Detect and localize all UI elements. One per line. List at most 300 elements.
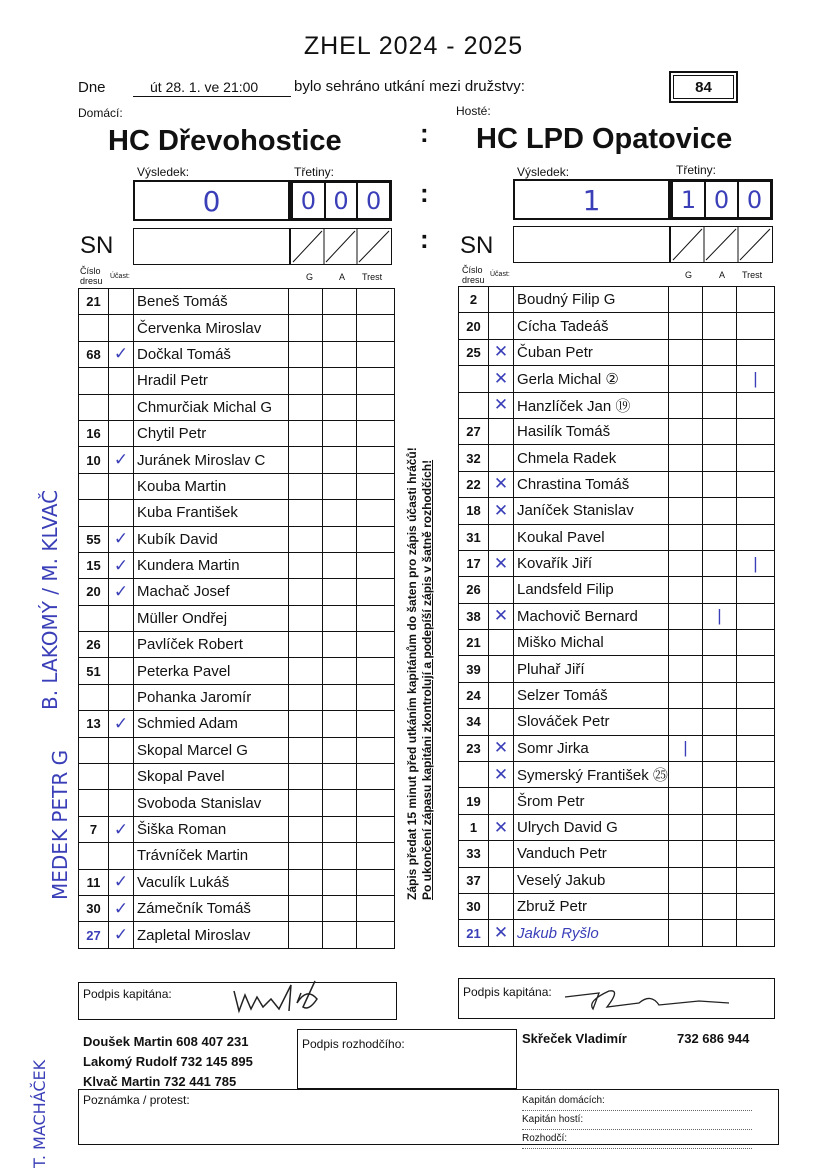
home-goals-cell[interactable]: [289, 315, 323, 341]
home-penalty-cell[interactable]: [357, 711, 395, 737]
referee-phone: 732 686 944: [677, 1031, 750, 1046]
away-player-number[interactable]: 23: [459, 735, 489, 761]
away-participation-mark[interactable]: [489, 445, 514, 471]
home-goals-cell[interactable]: [289, 420, 323, 446]
home-penalty-cell[interactable]: [357, 764, 395, 790]
home-player-number[interactable]: 30: [79, 895, 109, 921]
home-assists-cell[interactable]: [323, 843, 357, 869]
away-player-number[interactable]: 18: [459, 498, 489, 524]
home-assists-cell[interactable]: [323, 737, 357, 763]
home-assists-cell[interactable]: [323, 816, 357, 842]
match-number-box: [669, 71, 738, 103]
away-participation-mark[interactable]: ✕: [489, 550, 514, 576]
home-player-number[interactable]: 26: [79, 632, 109, 658]
away-player-name: Symerský František ㉕: [514, 762, 669, 788]
away-participation-mark[interactable]: ✕: [489, 762, 514, 788]
home-goals-cell[interactable]: [289, 552, 323, 578]
away-player-name: Kovařík Jiří: [514, 550, 669, 576]
home-player-number[interactable]: 15: [79, 552, 109, 578]
away-player-name: Koukal Pavel: [514, 524, 669, 550]
away-goals-cell[interactable]: [669, 788, 703, 814]
away-penalty-cell[interactable]: [737, 630, 775, 656]
away-goals-cell[interactable]: [669, 339, 703, 365]
home-player-name: Skopal Marcel G: [134, 737, 289, 763]
home-periods-box: [290, 180, 392, 221]
away-assists-cell[interactable]: [703, 418, 737, 444]
home-assists-cell[interactable]: [323, 632, 357, 658]
home-player-number[interactable]: [79, 790, 109, 816]
away-penalty-cell[interactable]: [737, 603, 775, 629]
home-penalty-cell[interactable]: [357, 816, 395, 842]
away-player-number[interactable]: 27: [459, 418, 489, 444]
referee-sign-box[interactable]: [297, 1029, 517, 1089]
away-participation-mark[interactable]: ✕: [489, 339, 514, 365]
away-player-number[interactable]: 38: [459, 603, 489, 629]
home-player-number[interactable]: 13: [79, 711, 109, 737]
away-penalty-cell[interactable]: |: [737, 550, 775, 576]
away-player-number[interactable]: [459, 366, 489, 392]
away-assists-cell[interactable]: [703, 313, 737, 339]
note-protest-box[interactable]: [78, 1089, 779, 1145]
home-penalty-cell[interactable]: [357, 394, 395, 420]
home-player-number[interactable]: 7: [79, 816, 109, 842]
home-penalty-cell[interactable]: [357, 368, 395, 394]
away-participation-mark[interactable]: ✕: [489, 471, 514, 497]
home-penalty-cell[interactable]: [357, 869, 395, 895]
away-penalty-cell[interactable]: [737, 709, 775, 735]
away-goals-cell[interactable]: [669, 498, 703, 524]
home-assists-cell[interactable]: [323, 922, 357, 948]
home-player-number[interactable]: [79, 394, 109, 420]
away-assists-cell[interactable]: [703, 841, 737, 867]
home-goals-cell[interactable]: [289, 341, 323, 367]
home-assists-cell[interactable]: [323, 447, 357, 473]
away-player-number[interactable]: 21: [459, 630, 489, 656]
home-player-name: Šiška Roman: [134, 816, 289, 842]
away-assists-cell[interactable]: [703, 630, 737, 656]
away-goals-cell[interactable]: [669, 313, 703, 339]
home-penalty-cell[interactable]: [357, 315, 395, 341]
away-participation-mark[interactable]: ✕: [489, 920, 514, 946]
home-player-name: Zapletal Miroslav: [134, 922, 289, 948]
home-assists-cell[interactable]: [323, 895, 357, 921]
home-player-number[interactable]: [79, 737, 109, 763]
away-penalty-cell[interactable]: [737, 392, 775, 418]
home-player-number[interactable]: [79, 843, 109, 869]
away-player-name: Zbruž Petr: [514, 893, 669, 919]
away-player-number[interactable]: 19: [459, 788, 489, 814]
away-penalty-cell[interactable]: [737, 445, 775, 471]
home-goals-cell[interactable]: [289, 895, 323, 921]
away-player-row: [459, 418, 775, 444]
away-goals-cell[interactable]: [669, 762, 703, 788]
home-goals-cell[interactable]: [289, 922, 323, 948]
away-goals-cell[interactable]: [669, 366, 703, 392]
away-player-row: [459, 867, 775, 893]
home-goals-cell[interactable]: [289, 737, 323, 763]
away-col-g: G: [685, 270, 693, 280]
away-goals-cell[interactable]: [669, 920, 703, 946]
away-player-name: Miško Michal: [514, 630, 669, 656]
away-player-number[interactable]: [459, 392, 489, 418]
away-assists-cell[interactable]: [703, 788, 737, 814]
away-goals-cell[interactable]: [669, 524, 703, 550]
away-penalty-cell[interactable]: [737, 735, 775, 761]
away-goals-cell[interactable]: [669, 630, 703, 656]
home-player-row: [79, 684, 395, 710]
away-penalty-cell[interactable]: [737, 762, 775, 788]
home-assists-cell[interactable]: [323, 711, 357, 737]
away-goals-cell[interactable]: [669, 287, 703, 313]
home-participation-mark[interactable]: ✓: [109, 922, 134, 948]
away-goals-cell[interactable]: [669, 656, 703, 682]
away-participation-mark[interactable]: [489, 682, 514, 708]
home-participation-mark[interactable]: [109, 420, 134, 446]
away-participation-mark[interactable]: ✕: [489, 366, 514, 392]
away-assists-cell[interactable]: [703, 709, 737, 735]
away-goals-cell[interactable]: [669, 550, 703, 576]
away-player-number[interactable]: 30: [459, 893, 489, 919]
home-player-name: Peterka Pavel: [134, 658, 289, 684]
away-penalty-cell[interactable]: [737, 893, 775, 919]
away-col-participation: Účast:: [490, 271, 510, 278]
away-penalty-cell[interactable]: [737, 656, 775, 682]
away-penalty-cell[interactable]: [737, 920, 775, 946]
home-participation-mark[interactable]: [109, 605, 134, 631]
away-player-name: Hanzlíček Jan ⑲: [514, 392, 669, 418]
home-player-row: [79, 632, 395, 658]
home-participation-mark[interactable]: [109, 843, 134, 869]
home-assists-cell[interactable]: [323, 500, 357, 526]
away-goals-cell[interactable]: [669, 841, 703, 867]
margin-note-2: MEDEK PETR G: [48, 749, 72, 900]
home-goals-cell[interactable]: [289, 605, 323, 631]
home-penalty-cell[interactable]: [357, 289, 395, 315]
home-participation-mark[interactable]: ✓: [109, 869, 134, 895]
away-participation-mark[interactable]: [489, 524, 514, 550]
home-player-number[interactable]: 20: [79, 579, 109, 605]
home-penalty-cell[interactable]: [357, 579, 395, 605]
away-participation-mark[interactable]: [489, 313, 514, 339]
home-participation-mark[interactable]: [109, 473, 134, 499]
away-player-number[interactable]: 21: [459, 920, 489, 946]
home-goals-cell[interactable]: [289, 579, 323, 605]
away-goals-cell[interactable]: [669, 603, 703, 629]
away-player-row: [459, 709, 775, 735]
away-penalty-cell[interactable]: |: [737, 366, 775, 392]
home-assists-cell[interactable]: [323, 790, 357, 816]
away-participation-mark[interactable]: ✕: [489, 392, 514, 418]
away-assists-cell[interactable]: [703, 471, 737, 497]
home-penalty-cell[interactable]: [357, 737, 395, 763]
home-participation-mark[interactable]: ✓: [109, 711, 134, 737]
home-assists-cell[interactable]: [323, 341, 357, 367]
away-penalty-cell[interactable]: [737, 577, 775, 603]
contacts-list: [83, 1032, 253, 1092]
home-penalty-cell[interactable]: [357, 605, 395, 631]
away-player-number[interactable]: 17: [459, 550, 489, 576]
home-goals-cell[interactable]: [289, 500, 323, 526]
away-player-number[interactable]: [459, 762, 489, 788]
away-player-number[interactable]: 2: [459, 287, 489, 313]
home-assists-cell[interactable]: [323, 579, 357, 605]
away-penalty-cell[interactable]: [737, 788, 775, 814]
home-participation-mark[interactable]: [109, 500, 134, 526]
away-penalty-cell[interactable]: [737, 339, 775, 365]
away-result-value: 1: [582, 184, 601, 217]
away-player-name: Pluhař Jiří: [514, 656, 669, 682]
away-player-row: [459, 313, 775, 339]
away-penalty-cell[interactable]: [737, 524, 775, 550]
home-assists-cell[interactable]: [323, 764, 357, 790]
home-penalty-cell[interactable]: [357, 526, 395, 552]
home-player-name: Svoboda Stanislav: [134, 790, 289, 816]
away-participation-mark[interactable]: ✕: [489, 603, 514, 629]
home-player-number[interactable]: 21: [79, 289, 109, 315]
home-goals-cell[interactable]: [289, 764, 323, 790]
home-goals-cell[interactable]: [289, 394, 323, 420]
home-player-name: Červenka Miroslav: [134, 315, 289, 341]
away-participation-mark[interactable]: [489, 709, 514, 735]
home-penalty-cell[interactable]: [357, 658, 395, 684]
home-penalty-cell[interactable]: [357, 632, 395, 658]
home-participation-mark[interactable]: [109, 632, 134, 658]
home-assists-cell[interactable]: [323, 684, 357, 710]
home-player-number[interactable]: 10: [79, 447, 109, 473]
away-player-name: Chmela Radek: [514, 445, 669, 471]
away-assists-cell[interactable]: [703, 762, 737, 788]
home-participation-mark[interactable]: [109, 790, 134, 816]
home-captain-sign-box[interactable]: [78, 982, 397, 1020]
home-player-name: Müller Ondřej: [134, 605, 289, 631]
away-penalty-cell[interactable]: [737, 682, 775, 708]
away-goals-cell[interactable]: |: [669, 735, 703, 761]
home-penalty-cell[interactable]: [357, 473, 395, 499]
home-player-number[interactable]: [79, 764, 109, 790]
away-assists-cell[interactable]: [703, 735, 737, 761]
home-goals-cell[interactable]: [289, 869, 323, 895]
away-participation-mark[interactable]: [489, 656, 514, 682]
away-participation-mark[interactable]: [489, 788, 514, 814]
home-goals-cell[interactable]: [289, 289, 323, 315]
away-player-row: [459, 524, 775, 550]
home-assists-cell[interactable]: [323, 473, 357, 499]
home-participation-mark[interactable]: ✓: [109, 526, 134, 552]
home-player-number[interactable]: 68: [79, 341, 109, 367]
home-penalty-cell[interactable]: [357, 684, 395, 710]
home-participation-mark[interactable]: ✓: [109, 579, 134, 605]
away-participation-mark[interactable]: [489, 893, 514, 919]
away-assists-cell[interactable]: [703, 867, 737, 893]
away-player-row: [459, 339, 775, 365]
away-participation-mark[interactable]: [489, 577, 514, 603]
home-goals-cell[interactable]: [289, 658, 323, 684]
home-goals-cell[interactable]: [289, 816, 323, 842]
away-goals-cell[interactable]: [669, 471, 703, 497]
home-penalty-cell[interactable]: [357, 895, 395, 921]
home-penalty-cell[interactable]: [357, 341, 395, 367]
home-player-number[interactable]: [79, 684, 109, 710]
home-assists-cell[interactable]: [323, 420, 357, 446]
away-assists-cell[interactable]: [703, 682, 737, 708]
away-penalty-cell[interactable]: [737, 418, 775, 444]
away-player-name: Hasilík Tomáš: [514, 418, 669, 444]
home-player-number[interactable]: [79, 605, 109, 631]
referee-line: Rozhodčí:: [522, 1130, 752, 1149]
home-player-number[interactable]: [79, 500, 109, 526]
home-assists-cell[interactable]: [323, 605, 357, 631]
away-assists-cell[interactable]: [703, 577, 737, 603]
home-player-number[interactable]: [79, 368, 109, 394]
away-assists-cell[interactable]: [703, 366, 737, 392]
home-goals-cell[interactable]: [289, 473, 323, 499]
home-assists-cell[interactable]: [323, 658, 357, 684]
away-goals-cell[interactable]: [669, 445, 703, 471]
home-participation-mark[interactable]: [109, 684, 134, 710]
away-player-name: Janíček Stanislav: [514, 498, 669, 524]
away-assists-cell[interactable]: [703, 920, 737, 946]
away-player-number[interactable]: 37: [459, 867, 489, 893]
away-goals-cell[interactable]: [669, 392, 703, 418]
away-participation-mark[interactable]: [489, 287, 514, 313]
away-goals-cell[interactable]: [669, 709, 703, 735]
home-penalty-cell[interactable]: [357, 552, 395, 578]
home-assists-cell[interactable]: [323, 289, 357, 315]
home-penalty-cell[interactable]: [357, 843, 395, 869]
home-assists-cell[interactable]: [323, 368, 357, 394]
colon-sn: :: [420, 224, 429, 254]
home-participation-mark[interactable]: [109, 737, 134, 763]
away-penalty-cell[interactable]: [737, 867, 775, 893]
away-captain-sign-box[interactable]: [458, 978, 775, 1019]
away-player-number[interactable]: 34: [459, 709, 489, 735]
home-assists-cell[interactable]: [323, 552, 357, 578]
away-participation-mark[interactable]: [489, 841, 514, 867]
away-assists-cell[interactable]: [703, 392, 737, 418]
away-goals-cell[interactable]: [669, 867, 703, 893]
away-player-number[interactable]: 39: [459, 656, 489, 682]
away-penalty-cell[interactable]: [737, 287, 775, 313]
away-assists-cell[interactable]: [703, 339, 737, 365]
away-participation-mark[interactable]: ✕: [489, 735, 514, 761]
away-participation-mark[interactable]: [489, 418, 514, 444]
away-assists-cell[interactable]: [703, 656, 737, 682]
away-assists-cell[interactable]: [703, 498, 737, 524]
away-goals-cell[interactable]: [669, 682, 703, 708]
home-participation-mark[interactable]: [109, 658, 134, 684]
home-player-number[interactable]: 11: [79, 869, 109, 895]
home-player-row: [79, 420, 395, 446]
home-penalty-cell[interactable]: [357, 447, 395, 473]
home-assists-cell[interactable]: [323, 315, 357, 341]
home-goals-cell[interactable]: [289, 526, 323, 552]
home-result-box: [133, 180, 290, 221]
away-player-number[interactable]: 32: [459, 445, 489, 471]
home-participation-mark[interactable]: ✓: [109, 895, 134, 921]
home-participation-mark[interactable]: ✓: [109, 552, 134, 578]
away-assists-cell[interactable]: [703, 445, 737, 471]
away-goals-cell[interactable]: [669, 577, 703, 603]
home-player-number[interactable]: 55: [79, 526, 109, 552]
home-participation-mark[interactable]: [109, 315, 134, 341]
home-goals-cell[interactable]: [289, 632, 323, 658]
home-assists-cell[interactable]: [323, 869, 357, 895]
date-underline: [133, 96, 291, 97]
home-participation-mark[interactable]: [109, 289, 134, 315]
away-assists-cell[interactable]: [703, 814, 737, 840]
home-player-number[interactable]: [79, 473, 109, 499]
away-player-number[interactable]: 1: [459, 814, 489, 840]
home-goals-cell[interactable]: [289, 368, 323, 394]
away-assists-cell[interactable]: [703, 893, 737, 919]
away-assists-cell[interactable]: [703, 524, 737, 550]
home-penalty-cell[interactable]: [357, 790, 395, 816]
away-participation-mark[interactable]: ✕: [489, 814, 514, 840]
away-participation-mark[interactable]: ✕: [489, 498, 514, 524]
home-assists-cell[interactable]: [323, 394, 357, 420]
home-player-row: [79, 473, 395, 499]
home-player-number[interactable]: 27: [79, 922, 109, 948]
away-penalty-cell[interactable]: [737, 841, 775, 867]
away-player-row: [459, 656, 775, 682]
home-participation-mark[interactable]: [109, 764, 134, 790]
away-participation-mark[interactable]: [489, 630, 514, 656]
away-assists-cell[interactable]: [703, 287, 737, 313]
away-participation-mark[interactable]: [489, 867, 514, 893]
home-player-row: [79, 711, 395, 737]
home-penalty-cell[interactable]: [357, 500, 395, 526]
home-goals-cell[interactable]: [289, 711, 323, 737]
away-player-number[interactable]: 24: [459, 682, 489, 708]
away-penalty-cell[interactable]: [737, 313, 775, 339]
home-goals-cell[interactable]: [289, 790, 323, 816]
home-assists-cell[interactable]: [323, 526, 357, 552]
home-penalty-cell[interactable]: [357, 420, 395, 446]
away-penalty-cell[interactable]: [737, 814, 775, 840]
away-player-number[interactable]: 22: [459, 471, 489, 497]
home-participation-mark[interactable]: [109, 368, 134, 394]
away-player-number[interactable]: 31: [459, 524, 489, 550]
home-col-a: A: [339, 272, 346, 282]
home-participation-mark[interactable]: ✓: [109, 447, 134, 473]
away-assists-cell[interactable]: |: [703, 603, 737, 629]
home-player-number[interactable]: 16: [79, 420, 109, 446]
away-goals-cell[interactable]: [669, 814, 703, 840]
note-protest-label: Poznámka / protest:: [83, 1093, 190, 1107]
home-goals-cell[interactable]: [289, 843, 323, 869]
home-participation-mark[interactable]: ✓: [109, 816, 134, 842]
away-penalty-cell[interactable]: [737, 471, 775, 497]
signature-lines: [522, 1092, 752, 1149]
home-participation-mark[interactable]: [109, 394, 134, 420]
away-player-number[interactable]: 25: [459, 339, 489, 365]
away-player-number[interactable]: 26: [459, 577, 489, 603]
home-penalty-cell[interactable]: [357, 922, 395, 948]
home-player-number[interactable]: [79, 315, 109, 341]
away-assists-cell[interactable]: [703, 550, 737, 576]
home-goals-cell[interactable]: [289, 684, 323, 710]
home-goals-cell[interactable]: [289, 447, 323, 473]
home-participation-mark[interactable]: ✓: [109, 341, 134, 367]
away-player-number[interactable]: 33: [459, 841, 489, 867]
away-goals-cell[interactable]: [669, 418, 703, 444]
away-goals-cell[interactable]: [669, 893, 703, 919]
home-player-name: Skopal Pavel: [134, 764, 289, 790]
away-player-number[interactable]: 20: [459, 313, 489, 339]
away-penalty-cell[interactable]: [737, 498, 775, 524]
date-label: Dne: [78, 79, 106, 96]
home-player-number[interactable]: 51: [79, 658, 109, 684]
